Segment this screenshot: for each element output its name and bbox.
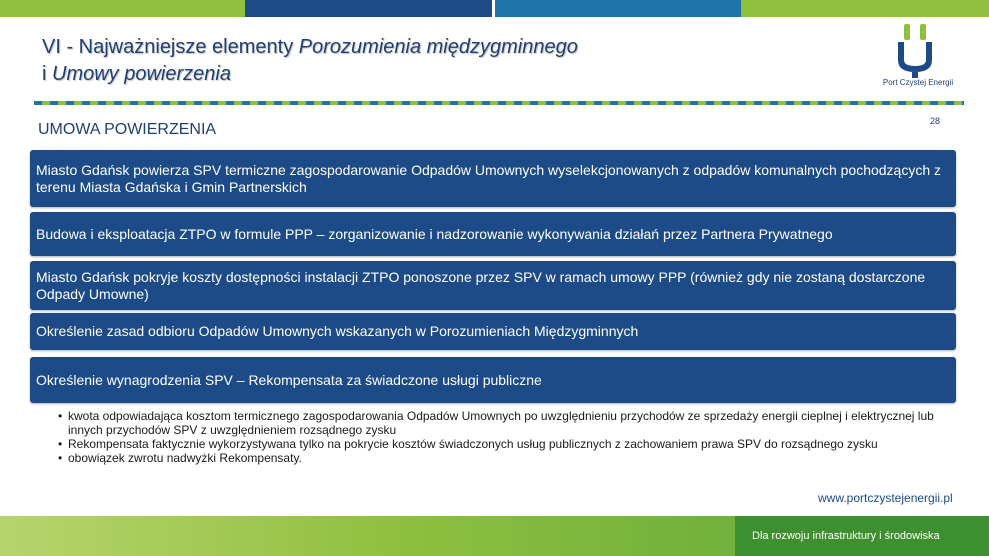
slide-title [42,34,802,88]
content-box [30,313,956,350]
logo-text: Port Czystej Energii [882,78,954,87]
title-line2-plain: i [42,63,52,85]
title-line1-italic: Porozumienia międzygminnego [298,36,578,58]
footer-text: Dla rozwoju infrastruktury i środowiska [752,530,940,542]
top-bar-segment [495,0,741,17]
list-item [58,409,938,437]
top-bar-segment [741,0,989,17]
list-item-text: obowiązek zwrotu nadwyżki Rekompensaty. [68,451,302,465]
top-bar-segment [0,0,245,17]
content-box-text: Miasto Gdańsk pokryje koszty dostępności instalacji ZTPO ponoszone przez SPV w ramach umowy PPP (również gdy nie zostaną dostarczone Odpady Umowne) [36,268,926,302]
bullet-list [58,409,938,465]
website-link[interactable]: www.portczystejenergii.pl [818,491,953,505]
content-box [30,212,956,256]
content-box [30,261,956,310]
top-color-bar [0,0,989,17]
title-line1-plain: VI - Najważniejsze elementy [42,36,299,58]
list-item [58,437,938,451]
header-divider [34,101,964,105]
list-item-text: Rekompensata faktycznie wykorzystywana tylko na pokrycie kosztów świadczonych usług publicznych z zachowaniem prawa SPV do rozsądnego zysku [68,437,878,451]
list-item [58,451,938,465]
content-box [30,357,956,403]
content-box [30,150,956,207]
content-box-text: Określenie wynagrodzenia SPV – Rekompensata za świadczone usługi publiczne [36,371,542,388]
list-item-text: kwota odpowiadająca kosztom termicznego zagospodarowania Odpadów Umownych po uwzględnieniu przychodów ze sprzedaży energii cieplnej i elektrycznej lub innych przychodów SPV z uwzględnieniem rozsądnego zysku [68,409,934,437]
bullet-glyph: • [58,451,63,465]
content-box-text: Miasto Gdańsk powierza SPV termiczne zagospodarowanie Odpadów Umownych wyselekcjonowanych z odpadów komunalnych pochodzących z terenu Miasta Gdańska i Gmin Partnerskich [36,161,942,195]
content-box-text: Budowa i eksploatacja ZTPO w formule PPP – zorganizowanie i nadzorowanie wykonywania działań przez Partnera Prywatnego [36,225,833,242]
page-number: 28 [930,116,941,126]
content-box-text: Określenie zasad odbioru Odpadów Umownych wskazanych w Porozumieniach Międzygminnych [36,323,639,339]
bullet-glyph: • [58,437,63,451]
title-line2-italic: Umowy powierzenia [52,63,231,85]
bullet-glyph: • [58,409,63,423]
top-bar-segment [245,0,492,17]
section-subtitle: UMOWA POWIERZENIA [38,121,217,138]
